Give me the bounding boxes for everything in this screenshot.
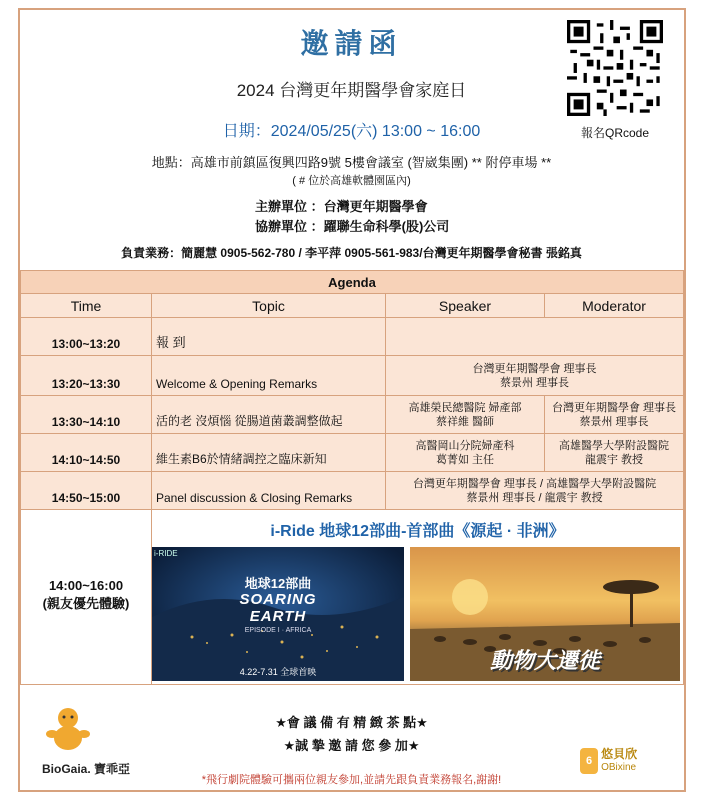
row-time: 13:20~13:30	[21, 356, 152, 396]
table-row	[21, 510, 684, 685]
row-speaker: 高醫岡山分院婦產科 葛菁如 主任	[386, 434, 545, 472]
col-topic: Topic	[152, 294, 386, 318]
iride-time: 14:00~16:00	[48, 578, 124, 593]
footer-invite-note: ★誠 摯 邀 請 您 參 加★	[283, 738, 420, 753]
agenda-table	[20, 270, 684, 685]
poster-date: 4.22-7.31 全球首映	[239, 667, 317, 677]
row-topic: 維生素B6於情緒調控之臨床新知	[152, 434, 386, 472]
table-row	[21, 434, 684, 472]
row-topic: Panel discussion & Closing Remarks	[152, 472, 386, 510]
col-speaker: Speaker	[386, 294, 545, 318]
poster-title-1: SOARING	[239, 591, 317, 608]
obixine-mark-icon: 6	[580, 748, 598, 774]
footer-registration-note: *飛行劇院體驗可攜兩位親友參加,並請先跟負責業務報名,謝謝!	[201, 774, 502, 786]
row-speaker: 高雄榮民總醫院 婦產部 蔡祥維 醫師	[386, 396, 545, 434]
event-subtitle: 2024 台灣更年期醫學會家庭日	[236, 81, 467, 100]
qr-label: 報名QRcode	[580, 126, 650, 140]
co-host-org: 協辦單位 ：躍聯生命科學(股)公司	[255, 219, 450, 234]
poster-episode: EPISODE I · AFRICA	[244, 627, 312, 634]
row-moderator: 台灣更年期醫學會 理事長 蔡景州 理事長	[545, 396, 684, 434]
migration-caption: 動物大遷徙	[489, 648, 600, 673]
row-time: 13:00~13:20	[21, 318, 152, 356]
row-topic: Welcome & Opening Remarks	[152, 356, 386, 396]
row-speaker: 台灣更年期醫學會 理事長 蔡景州 理事長	[386, 356, 684, 396]
row-speaker: 台灣更年期醫學會 理事長 / 高雄醫學大學附設醫院 蔡景州 理事長 / 龍震宇 教授	[386, 472, 684, 510]
obixine-logo: 6 悠貝欣 OBixine	[580, 748, 637, 774]
table-row	[21, 318, 684, 356]
event-location: 地點：高雄市前鎮區復興四路9號 5樓會議室 (智崴集團) ** 附停車場 **	[151, 155, 552, 170]
location-note: ( # 位於高雄軟體園區內)	[292, 175, 411, 187]
table-row	[21, 396, 684, 434]
table-row	[21, 472, 684, 510]
iride-time-note: (親友優先體驗)	[42, 596, 130, 611]
row-time: 14:10~14:50	[21, 434, 152, 472]
poster-title-2: EARTH	[249, 608, 307, 625]
table-row	[21, 356, 684, 396]
row-time: 14:50~15:00	[21, 472, 152, 510]
event-date: 日期：2024/05/25(六) 13:00 ~ 16:00	[222, 123, 481, 140]
biogaia-logo: BioGaia. 寶乖亞	[42, 762, 131, 776]
qr-code-icon[interactable]	[567, 20, 663, 116]
row-topic: 報 到	[152, 318, 386, 356]
host-org: 主辦單位 ：台灣更年期醫學會	[255, 199, 428, 214]
poster-heading: 地球12部曲	[244, 576, 312, 591]
soaring-earth-poster	[152, 547, 404, 681]
contact-info: 負責業務：簡麗慧 0905-562-780 / 李平萍 0905-561-983/台灣更年期醫學會秘書 張銘真	[121, 246, 582, 260]
row-moderator: 高雄醫學大學附設醫院 龍震宇 教授	[545, 434, 684, 472]
iride-logo: i-RIDE	[154, 549, 178, 558]
page-title: 邀請函	[300, 28, 403, 59]
footer-tea-note: ★會 議 備 有 精 緻 茶 點★	[275, 715, 428, 730]
agenda-title: Agenda	[21, 271, 684, 294]
iride-title: i-Ride 地球12部曲-首部曲《源起 · 非洲》	[270, 523, 565, 540]
row-time: 13:30~14:10	[21, 396, 152, 434]
animal-migration-image	[410, 547, 680, 681]
col-time: Time	[21, 294, 152, 318]
row-topic: 活的老 沒煩惱 從腸道菌叢調整做起	[152, 396, 386, 434]
col-moderator: Moderator	[545, 294, 684, 318]
